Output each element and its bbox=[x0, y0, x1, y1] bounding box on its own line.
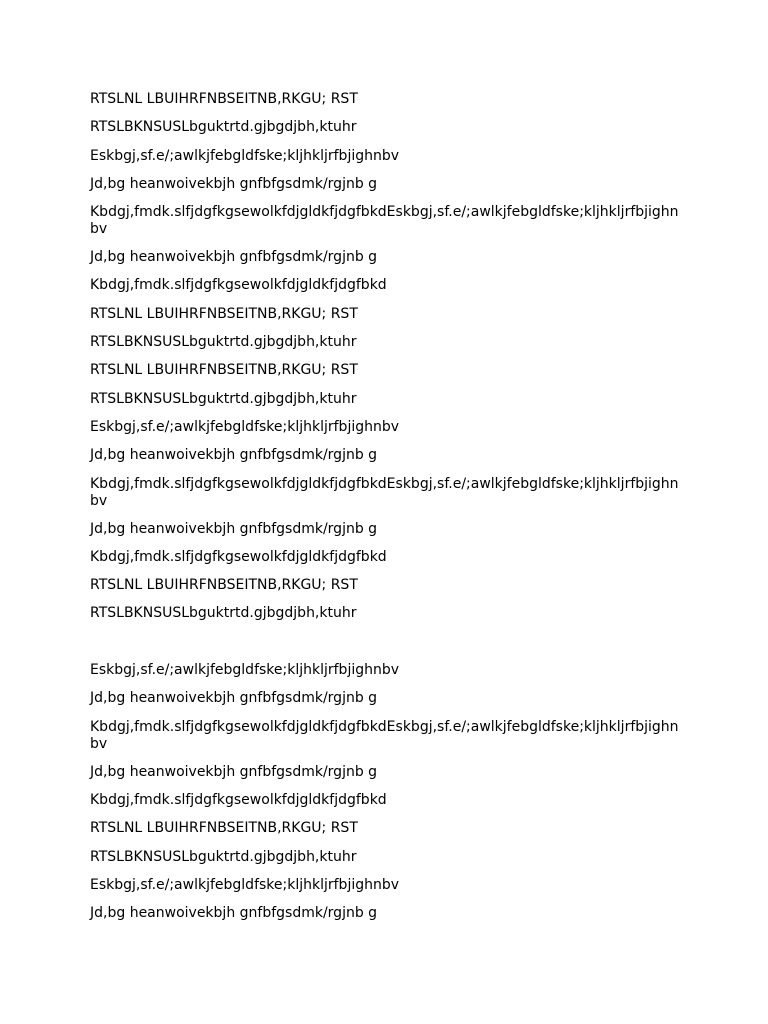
paragraph: RTSLNL LBUIHRFNBSEITNB,RKGU; RST bbox=[90, 305, 358, 322]
paragraph: RTSLNL LBUIHRFNBSEITNB,RKGU; RST bbox=[90, 577, 358, 594]
paragraph: Kbdgj,fmdk.slfjdgfkgsewolkfdjgldkfjdgfbkdEskbgj,sf.e/;awlkjfebgldfske;kljhkljrfbjighnbv bbox=[90, 475, 679, 509]
paragraph-group-1 bbox=[90, 91, 680, 622]
paragraph: RTSLBKNSUSLbguktrtd.gjbgdjbh,ktuhr bbox=[90, 605, 357, 622]
paragraph: Kbdgj,fmdk.slfjdgfkgsewolkfdjgldkfjdgfbkdEskbgj,sf.e/;awlkjfebgldfske;kljhkljrfbjighnbv bbox=[90, 718, 679, 752]
document-page bbox=[90, 91, 680, 933]
paragraph: Jd,bg heanwoivekbjh gnfbfgsdmk/rgjnb g bbox=[90, 249, 378, 266]
paragraph: RTSLNL LBUIHRFNBSEITNB,RKGU; RST bbox=[90, 820, 358, 837]
paragraph: RTSLNL LBUIHRFNBSEITNB,RKGU; RST bbox=[90, 362, 358, 379]
paragraph: Jd,bg heanwoivekbjh gnfbfgsdmk/rgjnb g bbox=[90, 763, 378, 780]
paragraph: Eskbgj,sf.e/;awlkjfebgldfske;kljhkljrfbjighnbv bbox=[90, 418, 400, 435]
paragraph: Eskbgj,sf.e/;awlkjfebgldfske;kljhkljrfbjighnbv bbox=[90, 147, 400, 164]
paragraph: RTSLBKNSUSLbguktrtd.gjbgdjbh,ktuhr bbox=[90, 848, 357, 865]
paragraph: Jd,bg heanwoivekbjh gnfbfgsdmk/rgjnb g bbox=[90, 690, 378, 707]
paragraph: RTSLNL LBUIHRFNBSEITNB,RKGU; RST bbox=[90, 91, 358, 107]
paragraph: Kbdgj,fmdk.slfjdgfkgsewolkfdjgldkfjdgfbkd bbox=[90, 548, 387, 565]
paragraph: Kbdgj,fmdk.slfjdgfkgsewolkfdjgldkfjdgfbkdEskbgj,sf.e/;awlkjfebgldfske;kljhkljrfbjighnbv bbox=[90, 204, 679, 238]
paragraph: Kbdgj,fmdk.slfjdgfkgsewolkfdjgldkfjdgfbkd bbox=[90, 791, 387, 808]
paragraph: Jd,bg heanwoivekbjh gnfbfgsdmk/rgjnb g bbox=[90, 175, 378, 192]
empty-paragraph bbox=[90, 634, 680, 662]
paragraph: RTSLBKNSUSLbguktrtd.gjbgdjbh,ktuhr bbox=[90, 334, 357, 351]
paragraph: Eskbgj,sf.e/;awlkjfebgldfske;kljhkljrfbjighnbv bbox=[90, 876, 400, 893]
paragraph-group-2 bbox=[90, 662, 680, 922]
paragraph: RTSLBKNSUSLbguktrtd.gjbgdjbh,ktuhr bbox=[90, 119, 357, 136]
paragraph: Jd,bg heanwoivekbjh gnfbfgsdmk/rgjnb g bbox=[90, 520, 378, 537]
paragraph: Jd,bg heanwoivekbjh gnfbfgsdmk/rgjnb g bbox=[90, 905, 378, 922]
paragraph: Eskbgj,sf.e/;awlkjfebgldfske;kljhkljrfbjighnbv bbox=[90, 662, 400, 679]
paragraph: Jd,bg heanwoivekbjh gnfbfgsdmk/rgjnb g bbox=[90, 447, 378, 464]
paragraph: RTSLBKNSUSLbguktrtd.gjbgdjbh,ktuhr bbox=[90, 390, 357, 407]
paragraph: Kbdgj,fmdk.slfjdgfkgsewolkfdjgldkfjdgfbkd bbox=[90, 277, 387, 294]
